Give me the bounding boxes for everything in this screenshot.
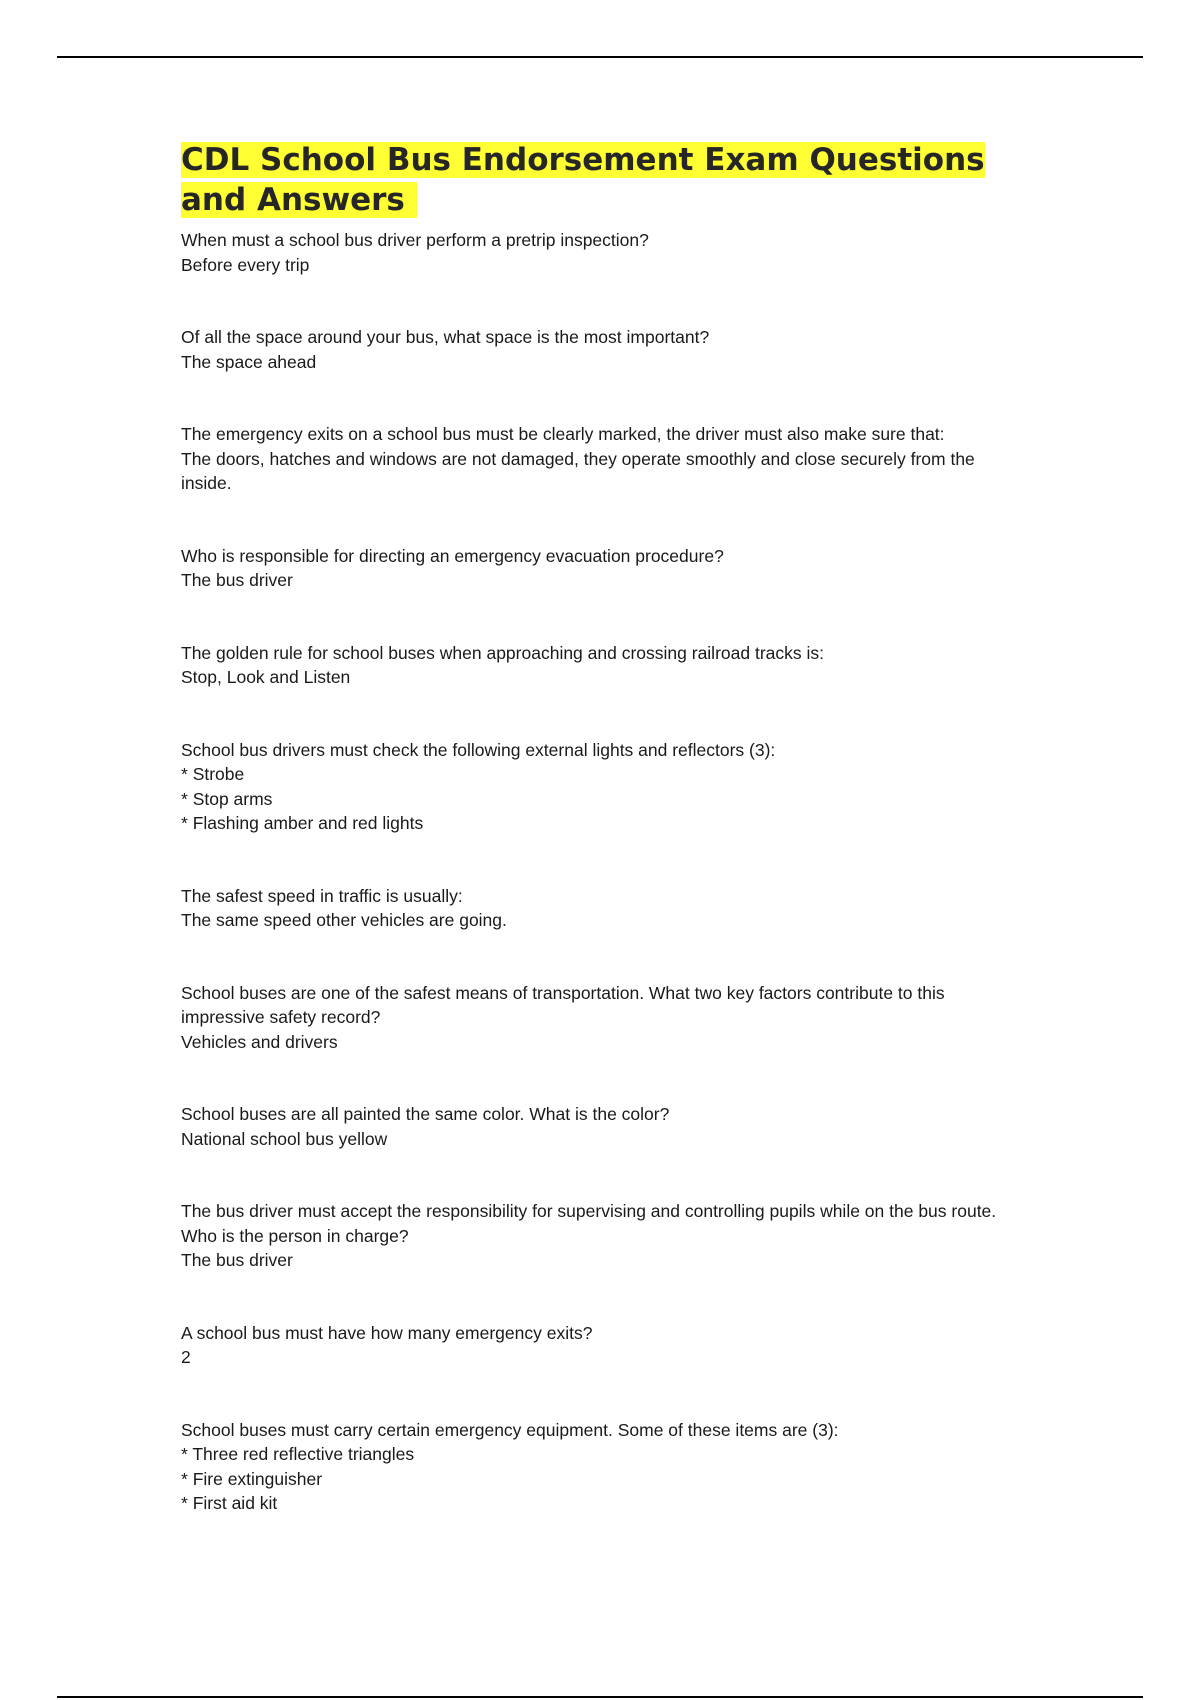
qa-item-8: [181, 981, 1021, 1055]
qa-item-4: [181, 544, 1021, 593]
question-text: School bus drivers must check the following external lights and reflectors (3):: [181, 739, 776, 760]
answer-text: The space ahead: [181, 351, 317, 372]
answer-text: The doors, hatches and windows are not damaged, they operate smoothly and close securely from the inside.: [181, 448, 975, 493]
answer-bullet: * Three red reflective triangles: [181, 1442, 1021, 1467]
document-title: [181, 140, 1021, 220]
question-text: School buses are all painted the same color. What is the color?: [181, 1104, 670, 1124]
answer-text: National school bus yellow: [181, 1128, 388, 1149]
question-text: The emergency exits on a school bus must be clearly marked, the driver must also make sure that:: [181, 424, 945, 444]
qa-item-11: [181, 1321, 1021, 1370]
qa-item-10: [181, 1199, 1021, 1273]
answer-text: Vehicles and drivers: [181, 1031, 338, 1052]
answer-text: 2: [181, 1347, 191, 1367]
question-text: Of all the space around your bus, what space is the most important?: [181, 327, 710, 347]
top-rule: [57, 56, 1143, 58]
answer-text: Before every trip: [181, 254, 310, 275]
answer-bullet: * First aid kit: [181, 1491, 1021, 1516]
question-text: School buses must carry certain emergency equipment. Some of these items are (3):: [181, 1419, 839, 1440]
answer-list: [181, 1442, 1021, 1516]
qa-item-12: [181, 1418, 1021, 1516]
document-body: [181, 140, 1021, 1564]
question-text: When must a school bus driver perform a pretrip inspection?: [181, 230, 649, 250]
answer-text: The same speed other vehicles are going.: [181, 910, 507, 930]
answer-text: The bus driver: [181, 1250, 293, 1270]
question-text: The golden rule for school buses when approaching and crossing railroad tracks is:: [181, 642, 824, 663]
qa-item-9: [181, 1102, 1021, 1151]
qa-item-1: [181, 228, 1021, 277]
answer-bullet: * Fire extinguisher: [181, 1467, 1021, 1492]
qa-item-5: [181, 641, 1021, 690]
answer-bullet: * Strobe: [181, 762, 1021, 787]
bottom-rule: [57, 1696, 1143, 1698]
title-highlight: CDL School Bus Endorsement Exam Questions and Answers: [181, 142, 985, 218]
answer-list: [181, 762, 1021, 836]
qa-item-7: [181, 884, 1021, 933]
qa-item-2: [181, 325, 1021, 374]
question-text: The bus driver must accept the responsibility for supervising and controlling pupils while on the bus route. Who is the person in charge?: [181, 1201, 997, 1246]
question-text: Who is responsible for directing an emergency evacuation procedure?: [181, 545, 724, 566]
answer-text: Stop, Look and Listen: [181, 667, 351, 687]
qa-item-6: [181, 738, 1021, 836]
answer-text: The bus driver: [181, 570, 293, 590]
answer-bullet: * Flashing amber and red lights: [181, 811, 1021, 836]
question-text: A school bus must have how many emergency exits?: [181, 1322, 593, 1343]
question-text: The safest speed in traffic is usually:: [181, 885, 463, 906]
answer-bullet: * Stop arms: [181, 787, 1021, 812]
question-text: School buses are one of the safest means of transportation. What two key factors contribute to this impressive safety record?: [181, 982, 945, 1027]
qa-item-3: [181, 422, 1021, 496]
